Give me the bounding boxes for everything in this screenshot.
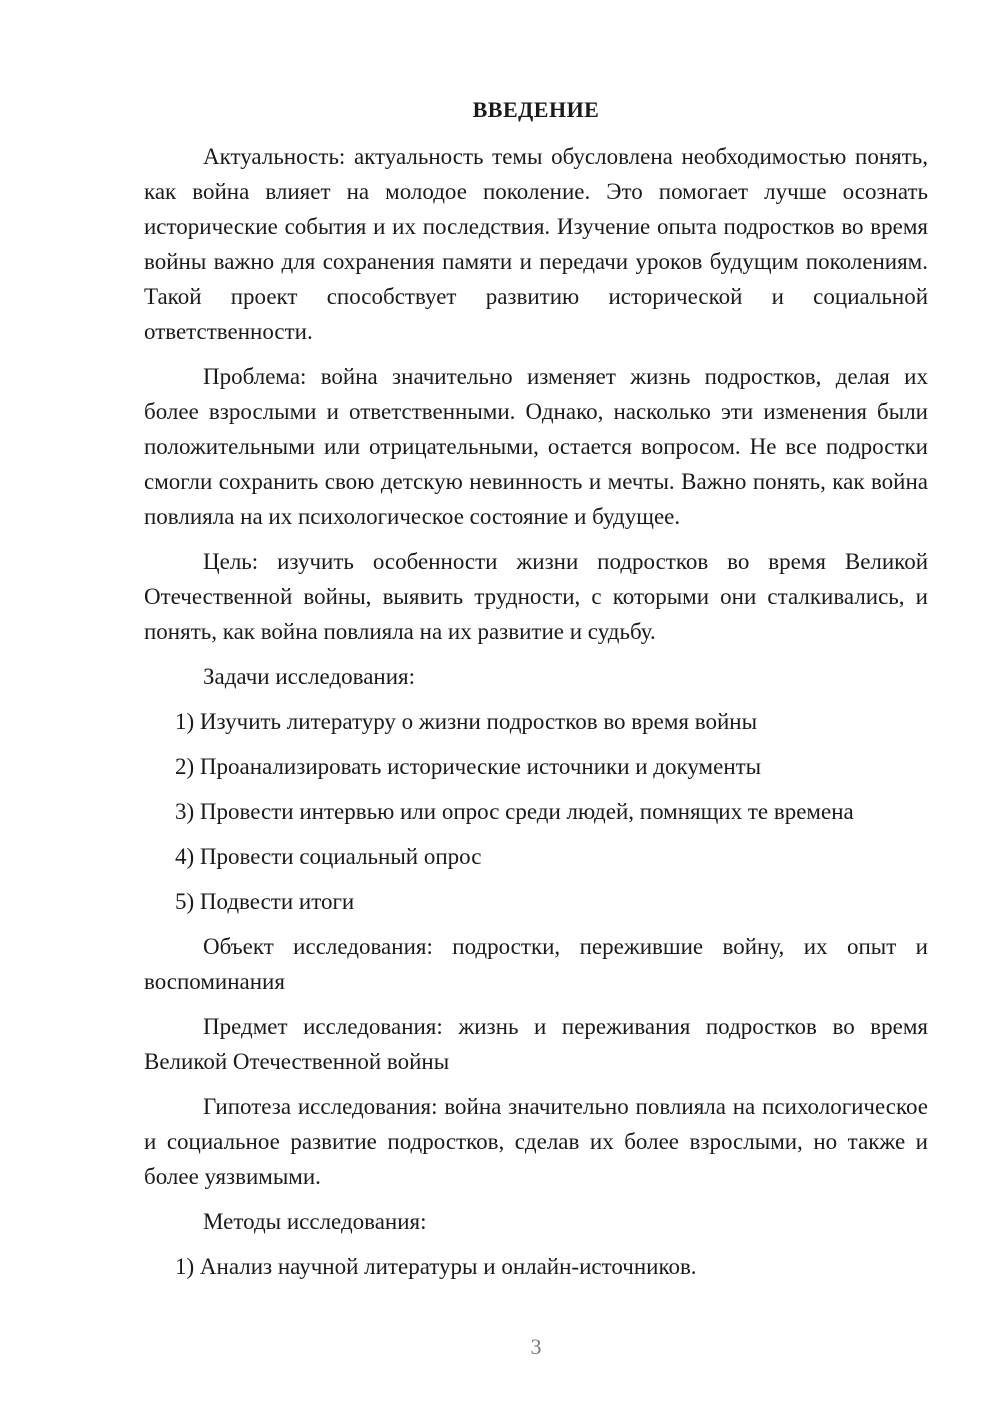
methods-list [144,1249,928,1284]
object-paragraph: Объект исследования: подростки, пережившие войну, их опыт и воспоминания [144,934,928,994]
list-item: 2) Проанализировать исторические источники и документы [175,754,762,779]
list-item: 4) Провести социальный опрос [175,844,482,869]
list-item: 1) Анализ научной литературы и онлайн-источников. [175,1254,697,1279]
hypothesis-paragraph: Гипотеза исследования: война значительно повлияла на психологическое и социальное развитие подростков, сделав их более взрослыми, но также и более уязвимыми. [144,1094,928,1189]
tasks-list [144,704,928,919]
subject-paragraph: Предмет исследования: жизнь и переживания подростков во время Великой Отечественной войны [144,1014,928,1074]
document-body [144,95,928,1294]
list-item: 1) Изучить литературу о жизни подростков во время войны [175,709,758,734]
goal-paragraph: Цель: изучить особенности жизни подростков во время Великой Отечественной войны, выявить трудности, с которыми они сталкивались, и понять, как война повлияла на их развитие и судьбу. [144,549,928,644]
page-number: 3 [530,1334,542,1359]
list-item: 3) Провести интервью или опрос среди людей, помнящих те времена [175,799,854,824]
tasks-heading: Задачи исследования: [203,664,416,689]
relevance-paragraph: Актуальность: актуальность темы обусловлена необходимостью понять, как война влияет на молодое поколение. Это помогает лучше осознать исторические события и их последствия. Изучение опыта подростков во время войны важно для сохранения памяти и передачи уроков будущим поколениям. Такой проект способствует развитию исторической и социальной ответственности. [144,144,928,344]
list-item: 5) Подвести итоги [175,889,355,914]
methods-heading: Методы исследования: [203,1209,427,1234]
problem-paragraph: Проблема: война значительно изменяет жизнь подростков, делая их более взрослыми и ответственными. Однако, насколько эти изменения были положительными или отрицательными, остается вопросом. Не все подростки смогли сохранить свою детскую невинность и мечты. Важно понять, как война повлияла на их психологическое состояние и будущее. [144,364,928,529]
page-title: ВВЕДЕНИЕ [472,97,600,122]
